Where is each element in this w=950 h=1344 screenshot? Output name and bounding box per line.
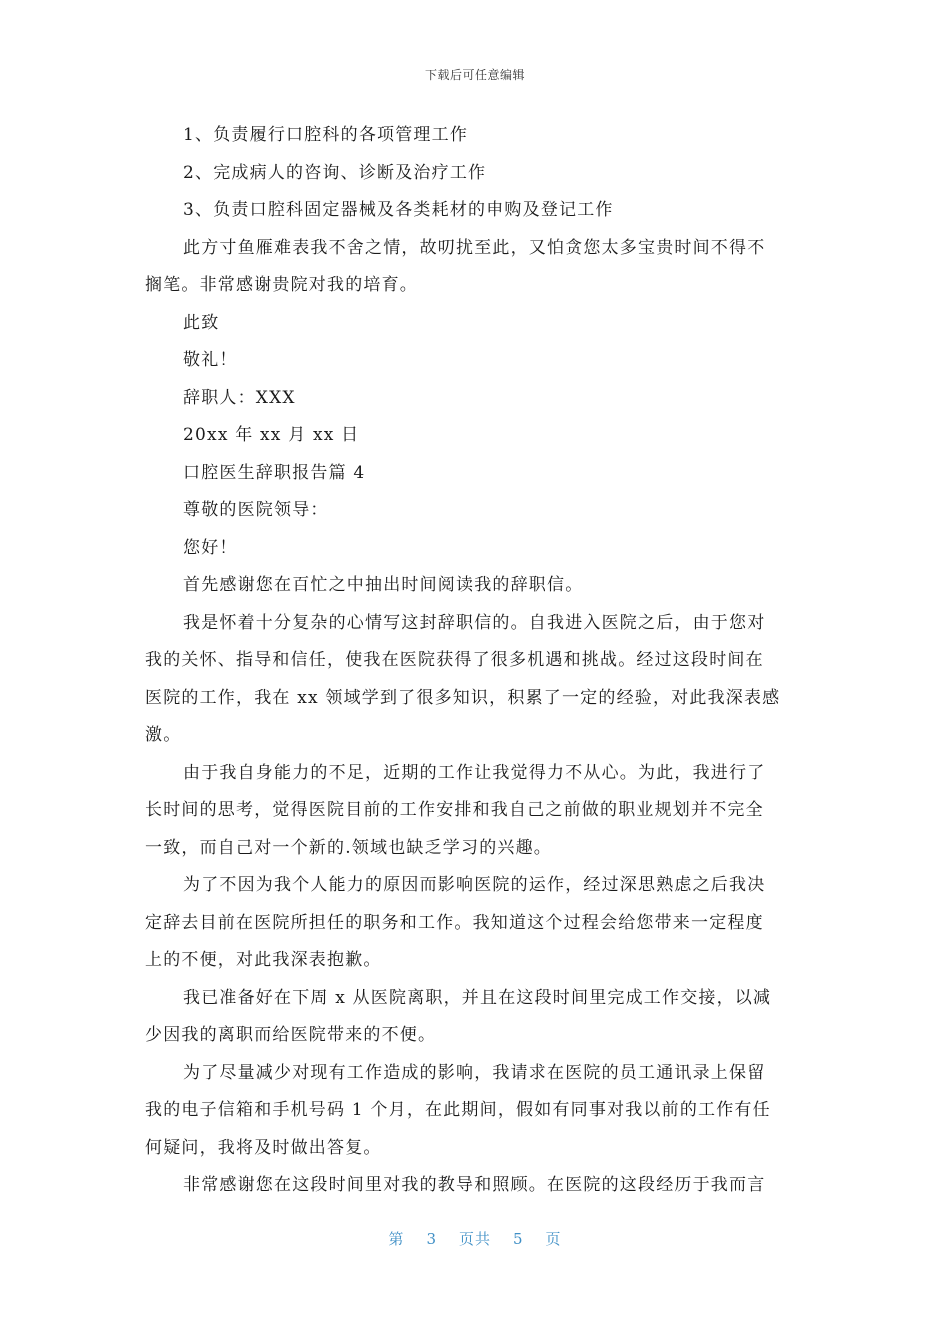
duty-item-2: 2、完成病人的咨询、诊断及治疗工作 <box>183 162 487 183</box>
footer-page-number: 3 <box>426 1230 437 1248</box>
body-line: 我已准备好在下周 x 从医院离职，并且在这段时间里完成工作交接，以减 <box>183 987 772 1008</box>
date: 20xx 年 xx 月 xx 日 <box>183 425 360 445</box>
body-line: 由于我自身能力的不足，近期的工作让我觉得力不从心。为此，我进行了 <box>183 762 766 783</box>
addressee: 尊敬的医院领导： <box>183 500 329 520</box>
body-line: 上的不便，对此我深表抱歉。 <box>145 950 382 970</box>
salutation-jingli: 敬礼！ <box>183 350 238 370</box>
body-line: 首先感谢您在百忙之中抽出时间阅读我的辞职信。 <box>183 575 584 595</box>
closing-paragraph-line: 搁笔。非常感谢贵院对我的培育。 <box>145 275 418 295</box>
signature: 辞职人：XXX <box>183 387 296 408</box>
body-line: 医院的工作，我在 xx 领域学到了很多知识，积累了一定的经验，对此我深表感 <box>145 687 781 708</box>
body-line: 为了尽量减少对现有工作造成的影响，我请求在医院的员工通讯录上保留 <box>183 1062 766 1083</box>
body-line: 非常感谢您在这段时间里对我的教导和照顾。在医院的这段经历于我而言 <box>183 1175 766 1195</box>
body-line: 激。 <box>145 725 182 745</box>
closing-paragraph-line: 此方寸鱼雁难表我不舍之情，故叨扰至此，又怕贪您太多宝贵时间不得不 <box>183 237 766 258</box>
salutation-cizhi: 此致 <box>183 312 220 333</box>
page-header: 下载后可任意编辑 <box>424 68 525 82</box>
section-title: 口腔医生辞职报告篇 4 <box>183 462 366 483</box>
page-footer <box>0 1228 950 1249</box>
body-line: 何疑问，我将及时做出答复。 <box>145 1137 382 1158</box>
footer-total-pages: 5 <box>513 1230 524 1248</box>
footer-middle: 页共 <box>458 1230 491 1248</box>
footer-prefix: 第 <box>388 1230 405 1248</box>
footer-suffix: 页 <box>545 1230 562 1248</box>
body-line: 少因我的离职而给医院带来的不便。 <box>145 1025 437 1045</box>
body-line: 一致，而自己对一个新的.领域也缺乏学习的兴趣。 <box>145 837 553 858</box>
body-line: 我是怀着十分复杂的心情写这封辞职信的。自我进入医院之后，由于您对 <box>183 612 766 633</box>
duty-item-1: 1、负责履行口腔科的各项管理工作 <box>183 125 469 145</box>
greeting: 您好！ <box>183 537 238 558</box>
body-line: 我的电子信箱和手机号码 1 个月，在此期间，假如有同事对我以前的工作有任 <box>145 1100 771 1120</box>
body-line: 为了不因为我个人能力的原因而影响医院的运作，经过深思熟虑之后我决 <box>183 875 766 895</box>
body-line: 长时间的思考，觉得医院目前的工作安排和我自己之前做的职业规划并不完全 <box>145 800 764 820</box>
duty-item-3: 3、负责口腔科固定器械及各类耗材的申购及登记工作 <box>183 200 614 220</box>
body-line: 定辞去目前在医院所担任的职务和工作。我知道这个过程会给您带来一定程度 <box>145 912 764 933</box>
document-body <box>145 117 805 1205</box>
body-line: 我的关怀、指导和信任，使我在医院获得了很多机遇和挑战。经过这段时间在 <box>145 650 764 670</box>
